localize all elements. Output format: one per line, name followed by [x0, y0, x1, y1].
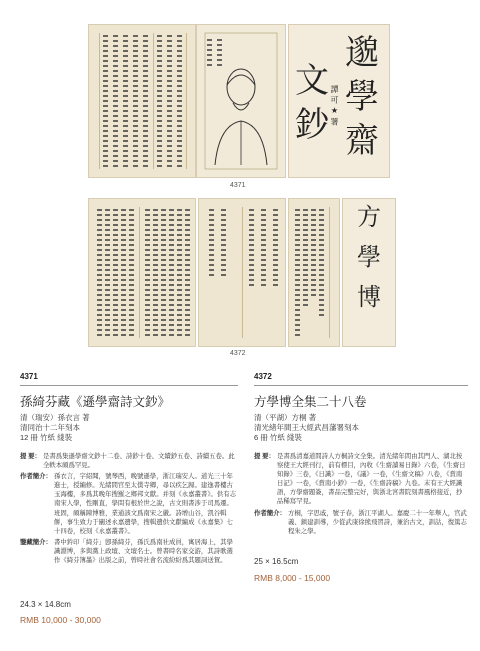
lot-divider-right	[254, 385, 468, 386]
lot-meta-4371	[20, 413, 238, 443]
summary-label-4372: 提 要：	[254, 453, 275, 460]
photo-title-page	[288, 198, 340, 347]
author-bio-4372: 方桐，字思戚，號子春，浙江平湖人。嘉慶二十一年舉人，官武義、鎮建訓導，少從武康徐熊飛習詩，兼治古文，訓詁，復篤志程朱之學。	[287, 509, 467, 535]
author-label-4371: 作者簡介：	[20, 473, 52, 481]
lot-number-4372: 4372	[254, 372, 272, 381]
cover-char-5: 鈔	[295, 105, 329, 145]
lot-number-4371: 4371	[20, 372, 38, 381]
portrait-illustration	[197, 25, 285, 177]
provenance-text-4371: 書中鈐印「綺芬」卽孫綺芬，孫氏爲南社成員，寓居海上，其學識淵博，多與黨上政壇、文壇名士。曾書時名家交游，其詩歌選作《綺芬簿墨》出版之前，曾時社會名流紛紛爲其題詞送賀。	[53, 538, 233, 565]
photo-text-page-bottom-left	[88, 198, 196, 347]
lot-edition-4372: 清光緒年間王大經武昌藩署刻本	[254, 423, 359, 432]
lot-size-4372: 25 × 16.5cm	[254, 557, 299, 566]
figure-caption-bottom: 4372	[230, 350, 246, 357]
lot-title-4371: 孫綺芬藏《遜學齋詩文鈔》	[20, 394, 171, 409]
summary-label-4371: 提 要：	[20, 453, 41, 460]
photo-toc-page	[198, 198, 286, 347]
lot-size-4371: 24.3 × 14.8cm	[20, 600, 71, 609]
cover2-char-3: 博	[357, 283, 381, 311]
cover-char-3: 齋	[345, 121, 379, 161]
photo-portrait-page	[196, 24, 286, 178]
author-bio-4371: 孫衣言，字紹聞，號琴西，晚號遜學，浙江瑞安人。道光三十年進士，授編修。光緒間官至太僕寺卿，尋以疾乞歸。建逸書樓古玉海樓，多爲其晚年搜羅之鄉邦文獻。并刻《永嘉叢書》。供有志南宋人學，性剛直，學問有根於世之說，古文則書涉于司馬遷。班固，頗稱陳博雅，業通該文爲南宋之嚴。詩增山谷，凯谷輯餅，事生致力于闡述永嘉遺學，搜輯遺供文獻編成《永嘉集》七十四卷，校刻《永嘉叢書》。	[53, 473, 237, 535]
summary-text-4371: 是書爲集遜學齋文鈔十二卷、詩鈔十卷、文續鈔五卷、詩續五卷。此全帙本頗爲罕見。	[42, 453, 235, 470]
lot-author-4371: 清（瑞安）孫衣言 著	[20, 413, 90, 422]
lot-edition-4371: 清同治十二年刻本	[20, 423, 80, 432]
lot-volumes-4371: 12 冊 竹紙 綫裝	[20, 433, 73, 442]
summary-text-4372: 是書爲清嘉道間詩人方桐詩文全集。清光緒年間由其門人、湖北按察使王大經刊行，前有標目，內收《生齋讀易日錄》六卷，《生齋日知錄》三卷，《日識》一卷，《議》一卷，《生齋文稿》八卷，《賁南日記》一卷，《賁南小鈔》一卷，《生齋詩稿》九卷。末有王大經識語，方學齋題簽，書品完整完好，與浙北宮書院刻書風格接近，抄品稀寫罕見。	[276, 453, 466, 506]
figure-caption-top: 4371	[230, 182, 246, 189]
lot-price-4371: RMB 10,000 - 30,000	[20, 615, 101, 625]
photo-cover-top	[288, 24, 390, 178]
cover-char-4: 文	[295, 61, 329, 101]
lot-author-4372: 清（平湖）方桐 著	[254, 413, 317, 422]
lot-volumes-4372: 6 冊 竹紙 綫裝	[254, 433, 302, 442]
photo-text-page-left	[88, 24, 196, 178]
cover-char-2: 學	[345, 77, 379, 117]
provenance-label-4371: 鑒藏簡介：	[20, 538, 52, 546]
lot-description-4371	[20, 452, 238, 567]
cover-inscription: 譚 可 ★ 署	[330, 85, 339, 126]
lot-divider-left	[20, 385, 238, 386]
cover2-char-1: 方	[357, 203, 381, 231]
lot-title-4372: 方學博全集二十八卷	[254, 394, 367, 409]
lot-description-4372	[254, 452, 468, 538]
lot-meta-4372	[254, 413, 468, 443]
cover2-char-2: 學	[357, 243, 381, 271]
author-label-4372: 作者簡介：	[254, 509, 286, 517]
photo-cover-bottom	[342, 198, 396, 347]
cover-char-1: 邈	[345, 33, 379, 73]
lot-price-4372: RMB 8,000 - 15,000	[254, 573, 331, 583]
